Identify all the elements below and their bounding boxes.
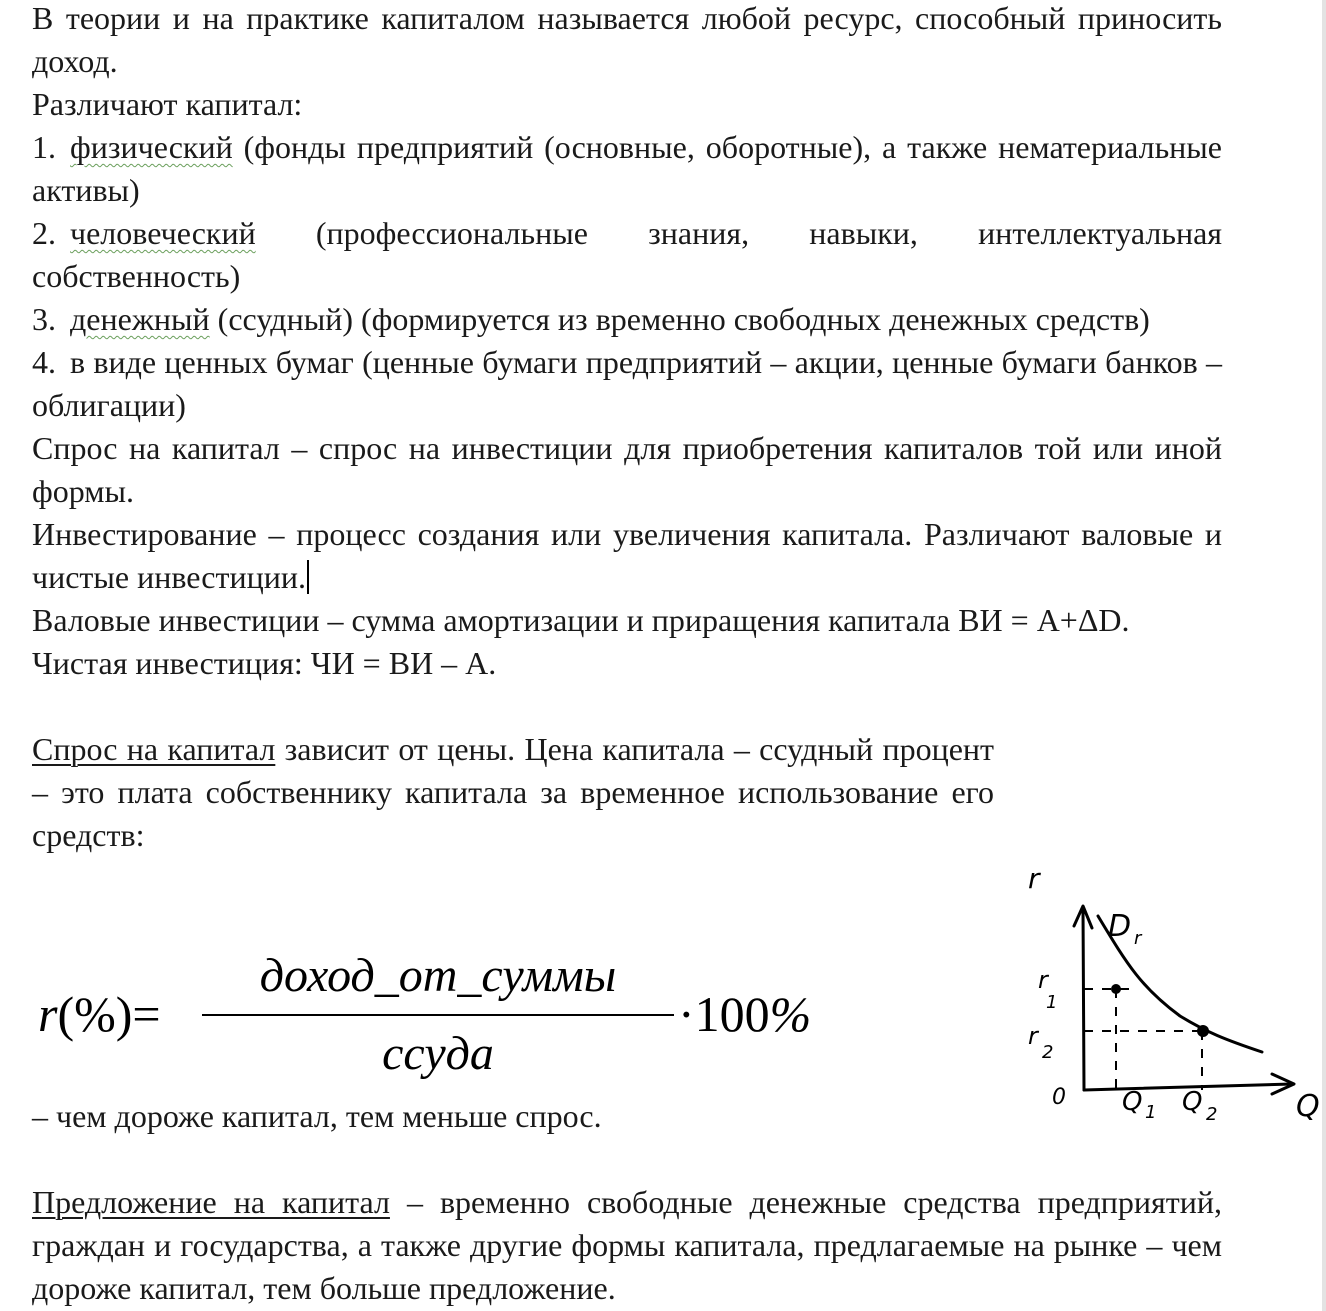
formula-percent-parens: (%) [57, 986, 133, 1042]
point-q1-r1 [1111, 984, 1121, 994]
q1-label: Q [1122, 1087, 1143, 1117]
underlined-term-supply: Предложение на капитал [32, 1184, 390, 1220]
list-term: физический [70, 129, 233, 165]
blank-line [32, 1138, 1222, 1181]
curve-label: D [1108, 909, 1132, 944]
list-item [32, 212, 1222, 298]
list-number: 2. [32, 215, 56, 251]
r2-label: r [1028, 1022, 1038, 1050]
formula-equals: = [132, 986, 161, 1042]
paragraph-kinds-intro: Различают капитал: [32, 86, 303, 122]
paragraph-demand-definition: Спрос на капитал – спрос на инвестиции для приобретения капиталов той или иной формы. [32, 430, 1222, 509]
paragraph-demand-price-text: зависит от цены. Цена капитала – ссудный процент – это плата собственнику капитала за временное использование его средств: [32, 731, 994, 853]
text-cursor [307, 560, 309, 594]
document-body[interactable] [32, 0, 1222, 857]
paragraph-supply-text: – временно свободные денежные средства предприятий, граждан и государства, а также другие формы капитала, предлагаемые на рынке – чем дороже капитал, тем больше предложение. [32, 1184, 1222, 1306]
formula-percent: % [769, 986, 812, 1042]
paragraph-investing [32, 513, 1222, 599]
paragraph-supply [32, 1181, 1222, 1310]
y-axis-label: r [1028, 862, 1040, 895]
q1-label-subscript: 1 [1145, 1102, 1157, 1123]
formula-right-side [678, 984, 811, 1044]
formula-multiplier: 100 [694, 986, 770, 1042]
list-term: денежный [70, 301, 210, 337]
formula-variable-r: r [38, 986, 58, 1042]
r1-label-subscript: 1 [1046, 992, 1058, 1013]
list-item [32, 298, 1222, 341]
q2-label-subscript: 2 [1206, 1104, 1218, 1125]
list-item [32, 126, 1222, 212]
list-item [32, 341, 1222, 427]
list-text: (ссудный) (формируется из временно свободных денежных средств) [209, 301, 1150, 337]
r1-label: r [1038, 966, 1048, 994]
blank-line [32, 685, 1222, 728]
formula-numerator: доход_от_суммы [259, 949, 617, 1002]
list-number: 1. [32, 129, 56, 165]
paragraph-demand-price [32, 728, 994, 857]
list-text: (фонды предприятий (основные, оборотные), а также нематериальные активы) [32, 129, 1222, 208]
point-q2-r2 [1197, 1025, 1209, 1037]
list-number: 3. [32, 301, 56, 337]
formula-fraction-bar [202, 1014, 674, 1016]
list-text: (ценные бумаги предприятий – акции, ценные бумаги банков – облигации) [32, 344, 1223, 423]
sketch-canvas [1010, 848, 1326, 1138]
curve-label-subscript: r [1134, 928, 1142, 949]
r2-label-subscript: 2 [1042, 1042, 1054, 1063]
paragraph-after-formula: – чем дороже капитал, тем меньше спрос. [32, 1098, 602, 1134]
list-text: (профессиональные знания, навыки, интеллектуальная собственность) [32, 215, 1222, 294]
y-axis-line [1083, 908, 1084, 1090]
formula-dot: · [678, 986, 695, 1042]
demand-curve-sketch [1010, 848, 1326, 1138]
q2-label: Q [1182, 1087, 1203, 1117]
list-number: 4. [32, 344, 56, 380]
origin-label: 0 [1052, 1085, 1066, 1110]
underlined-term-demand: Спрос на капитал [32, 731, 276, 767]
paragraph-gross-investment: Валовые инвестиции – сумма амортизации и приращения капитала ВИ = A+ΔD. [32, 602, 1130, 638]
x-axis-label: Q [1296, 1089, 1320, 1124]
formula-denominator: ссуда [382, 1027, 494, 1080]
paragraph-net-investment: Чистая инвестиция: ЧИ = ВИ – А. [32, 645, 497, 681]
paragraph-investing-text: Инвестирование – процесс создания или увеличения капитала. Различают валовые и чистые инвестиции. [32, 516, 1222, 595]
list-term: в виде ценных бумаг [70, 344, 354, 380]
paragraph-intro: В теории и на практике капиталом называется любой ресурс, способный приносить доход. [32, 0, 1222, 79]
interest-rate-formula [38, 948, 812, 1088]
list-term: человеческий [70, 215, 256, 251]
formula-left-side [38, 984, 161, 1044]
